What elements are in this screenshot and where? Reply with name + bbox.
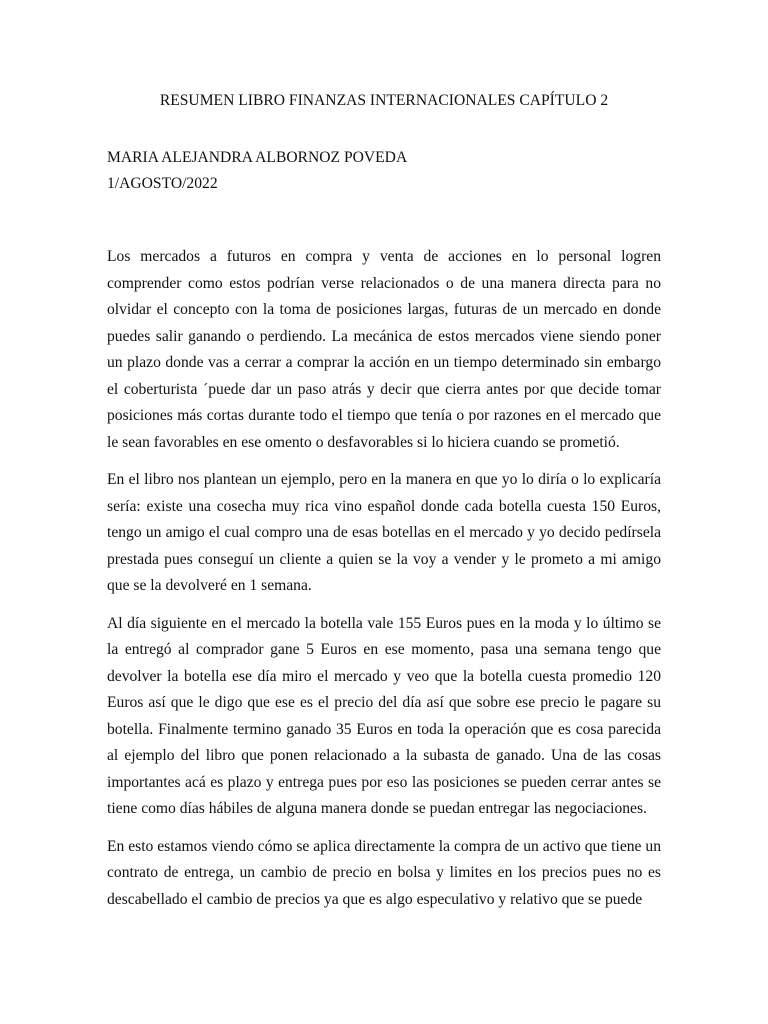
paragraph-1: Los mercados a futuros en compra y venta de acciones en lo personal logren comprender como estos podrían verse relacionados o de una manera directa para no olvidar el concepto con la toma de posiciones largas, futuras de un mercado en donde puedes salir ganando o perdiendo. La mecánica de estos mercados viene siendo poner un plazo donde vas a cerrar a comprar la acción en un tiempo determinado sin embargo el coberturista ´puede dar un paso atrás y decir que cierra antes por que decide tomar posiciones más cortas durante todo el tiempo que tenía o por razones en el mercado que le sean favorables en ese omento o desfavorables si lo hiciera cuando se prometió. [107,248,661,451]
document-title: RESUMEN LIBRO FINANZAS INTERNACIONALES CAPÍTULO 2 [159,92,609,109]
paragraph-4: En esto estamos viendo cómo se aplica directamente la compra de un activo que tiene un contrato de entrega, un cambio de precio en bolsa y limites en los precios pues no es descabellado el cambio de precios ya que es algo especulativo y relativo que se puede [107,837,661,908]
document-date: 1/AGOSTO/2022 [107,175,218,192]
paragraph-2: En el libro nos plantean un ejemplo, pero en la manera en que yo lo diría o lo explicaría sería: existe una cosecha muy rica vino español donde cada botella cuesta 150 Euros, tengo un amigo el cual compro una de esas botellas en el mercado y yo decido pedírsela prestada pues conseguí un cliente a quien se la voy a vender y le prometo a mi amigo que se la devolveré en 1 semana. [107,471,661,594]
author-name: MARIA ALEJANDRA ALBORNOZ POVEDA [107,149,408,166]
document-body [107,244,661,924]
paragraph-3: Al día siguiente en el mercado la botella vale 155 Euros pues en la moda y lo último se la entregó al comprador gane 5 Euros en ese momento, pasa una semana tengo que devolver la botella ese día miro el mercado y veo que la botella cuesta promedio 120 Euros así que le digo que ese es el precio del día así que sobre ese precio le pagare su botella. Finalmente termino ganado 35 Euros en toda la operación que es cosa parecida al ejemplo del libro que ponen relacionado a la subasta de ganado. Una de las cosas importantes acá es plazo y entrega pues por eso las posiciones se pueden cerrar antes se tiene como días hábiles de alguna manera donde se puedan entregar las negociaciones. [107,614,661,817]
